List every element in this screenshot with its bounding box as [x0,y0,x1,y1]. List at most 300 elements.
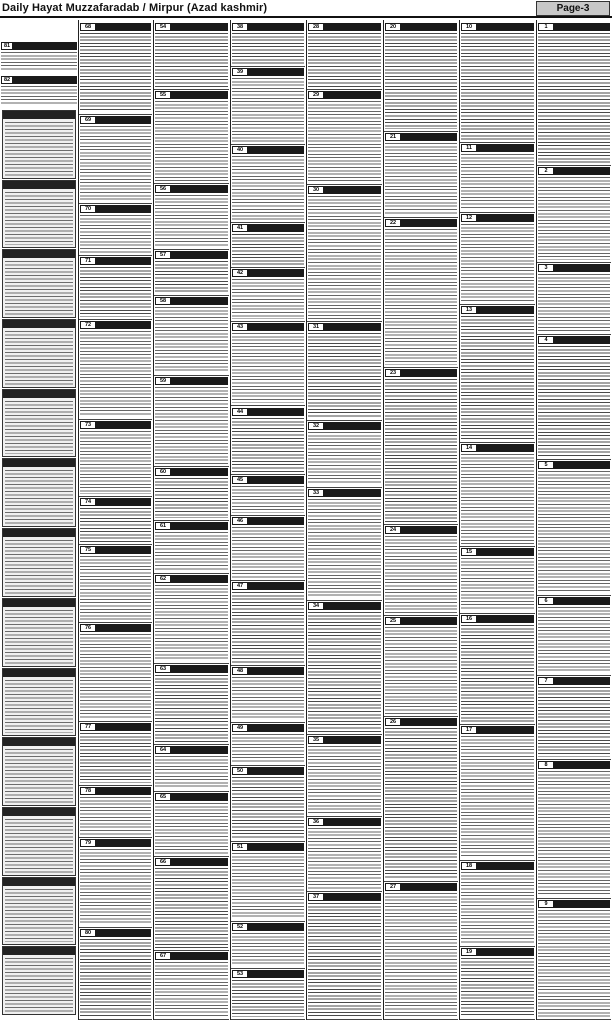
classified-ad [307,22,382,90]
ad-number: 9 [539,901,553,907]
ad-number: 46 [233,518,247,524]
classified-ad [231,969,305,1020]
ad-text-block [308,432,381,485]
classified-ad [154,296,229,376]
classified-ad [231,322,305,406]
ad-text-block [80,331,151,416]
classified-ad [231,581,305,666]
ad-header [80,205,151,213]
classified-ad [307,735,382,817]
ad-number: 78 [81,788,95,794]
ad-number: 10 [462,24,476,30]
ad-number: 44 [233,409,247,415]
notice-heading-bar [3,738,75,746]
ad-text-block [461,154,534,210]
ad-text-block [155,478,228,518]
ad-header [80,624,151,632]
ad-text-block [308,612,381,732]
ad-text-block [232,156,304,220]
ad-header [155,793,228,801]
ad-header [385,617,457,625]
ad-number: 34 [309,603,323,609]
ad-text-block [155,101,228,181]
ad-number: 65 [156,794,170,800]
masthead-rule [0,16,612,18]
classified-ad [231,842,305,923]
ad-header [385,219,457,227]
ad-text-block [80,939,151,1017]
ad-text-block [461,872,534,944]
classified-ad [460,614,535,725]
court-notice [2,110,76,179]
ad-number: 80 [81,930,95,936]
classified-ad [537,460,611,596]
classified-ad [537,596,611,676]
ad-header [155,297,228,305]
ad-text-block [80,556,151,620]
ad-header [308,893,381,901]
ad-header [538,23,610,31]
court-notice [2,598,76,667]
ad-number: 5 [539,462,553,468]
ad-header [80,498,151,506]
ad-header [232,843,304,851]
ad-number: 76 [81,625,95,631]
ad-text-block [155,261,228,294]
ad-header [80,116,151,124]
ad-number: 70 [81,206,95,212]
ad-text-block [461,224,534,303]
ad-header [80,787,151,795]
ad-text-block [1,86,77,106]
classified-ad [79,420,152,497]
ad-number: 30 [309,187,323,193]
notice-text-block [5,122,73,176]
classified-ad [231,766,305,841]
classified-ad [79,786,152,838]
ad-number: 57 [156,252,170,258]
ad-number: 60 [156,469,170,475]
ad-header [461,862,534,870]
ad-number: 32 [309,423,323,429]
ad-text-block [155,803,228,853]
ad-number: 11 [462,145,476,151]
ad-header [232,224,304,232]
classified-ad [460,547,535,614]
notice-text-block [5,261,73,315]
ad-header [232,970,304,978]
ad-number: 69 [81,117,95,123]
classified-ad [231,475,305,516]
classified-ad [79,256,152,321]
classified-ad [79,204,152,255]
ad-header [1,76,77,84]
notice-heading-bar [3,111,75,119]
ad-number: 81 [3,43,11,49]
ad-text-block [232,734,304,763]
ad-header [461,444,534,452]
ad-header [538,761,610,769]
ad-number: 6 [539,598,553,604]
ad-text-block [155,532,228,571]
ad-header [155,23,228,31]
ad-number: 38 [233,24,247,30]
ad-text-block [385,379,457,522]
ad-text-block [308,33,381,87]
classified-ad [154,792,229,856]
ad-text-block [80,634,151,719]
court-notice [2,877,76,946]
ad-number: 27 [386,884,400,890]
ad-header [232,23,304,31]
ad-text-block [538,771,610,896]
ad-text-block [80,733,151,783]
ad-header [461,144,534,152]
classified-ad [79,320,152,419]
ad-header [155,746,228,754]
ad-text-block [461,625,534,722]
ad-number: 41 [233,225,247,231]
ad-number: 29 [309,92,323,98]
classified-ad [384,132,458,218]
court-notice [2,180,76,249]
ad-text-block [232,677,304,720]
ad-text-block [385,893,457,1017]
col-6 [153,20,231,1020]
court-notice [2,249,76,318]
ad-text-block [385,728,457,878]
ad-text-block [232,933,304,966]
ad-text-block [461,316,534,440]
ad-header [232,767,304,775]
ad-text-block [232,234,304,265]
ad-number: 51 [233,844,247,850]
ad-number: 43 [233,324,247,330]
notice-heading-bar [3,390,75,398]
ad-text-block [308,101,381,182]
notice-heading-bar [3,181,75,189]
ad-header [232,146,304,154]
ad-text-block [155,756,228,789]
ad-header [308,422,381,430]
ad-text-block [385,536,457,613]
ad-header [155,575,228,583]
ad-text-block [80,508,151,542]
classified-ad [231,666,305,723]
ad-text-block [538,687,610,757]
notice-heading-bar [3,459,75,467]
ad-text-block [155,675,228,742]
ad-header [461,23,534,31]
ad-number: 21 [386,134,400,140]
classified-ad [384,525,458,616]
ad-text-block [385,627,457,714]
classified-ad [79,22,152,115]
ad-number: 24 [386,527,400,533]
ad-header [538,597,610,605]
court-notice [2,458,76,527]
court-notice [2,737,76,806]
col-4 [306,20,384,1020]
classified-ad [307,185,382,322]
classified-ad [79,722,152,786]
col-5 [230,20,307,1020]
court-notice [2,528,76,597]
ad-number: 3 [539,265,553,271]
ad-text-block [308,196,381,319]
ad-header [385,369,457,377]
ad-number: 68 [81,24,95,30]
ad-header [232,923,304,931]
ad-text-block [385,33,457,129]
ad-number: 22 [386,220,400,226]
classified-ad [460,305,535,443]
classified-ad [537,676,611,760]
ad-text-block [538,607,610,673]
ad-text-block [538,274,610,332]
ad-header [308,186,381,194]
ad-header [155,952,228,960]
ad-number: 17 [462,727,476,733]
classified-ad [307,322,382,421]
classified-ad [79,545,152,623]
ad-text-block [308,828,381,889]
ad-text-block [155,387,228,464]
ad-header [155,468,228,476]
ad-header [308,489,381,497]
ad-text-block [232,592,304,663]
notice-heading-bar [3,808,75,816]
notice-heading-bar [3,878,75,886]
newspaper-title: Daily Hayat Muzzafaradab / Mirpur (Azad kashmir) [2,2,268,14]
ad-header [155,858,228,866]
ad-number: 66 [156,859,170,865]
ad-header [155,251,228,259]
ad-text-block [80,849,151,925]
ad-header [232,68,304,76]
ad-number: 8 [539,762,553,768]
ad-number: 67 [156,953,170,959]
ad-text-block [538,346,610,457]
classified-ad [154,467,229,521]
ad-number: 42 [233,270,247,276]
classified-ad [231,516,305,581]
notice-text-block [5,958,73,1012]
ad-text-block [308,903,381,1017]
ad-header [538,900,610,908]
ad-number: 7 [539,678,553,684]
classified-ad [154,857,229,951]
notice-text-block [5,819,73,873]
ad-number: 64 [156,747,170,753]
ad-header [461,615,534,623]
ad-header [155,665,228,673]
ad-number: 77 [81,724,95,730]
ad-header [80,546,151,554]
ad-number: 55 [156,92,170,98]
ad-text-block [155,307,228,373]
ad-header [80,421,151,429]
ad-number: 52 [233,924,247,930]
ad-number: 2 [539,168,553,174]
classified-ad [231,723,305,766]
ad-number: 4 [539,337,553,343]
classified-ad [307,601,382,735]
ad-header [308,23,381,31]
ad-text-block [461,454,534,543]
ad-header [80,929,151,937]
ad-text-block [80,267,151,318]
classified-ad [460,443,535,546]
ad-number: 28 [309,24,323,30]
notice-text-block [5,192,73,246]
ad-header [461,214,534,222]
notice-text-block [5,470,73,524]
classified-ad [231,145,305,223]
classified-ad [537,760,611,899]
ad-header [232,724,304,732]
classified-ad [79,928,152,1020]
ad-number: 72 [81,322,95,328]
ad-number: 47 [233,583,247,589]
ad-header [538,336,610,344]
ad-number: 49 [233,725,247,731]
ad-header [232,323,304,331]
classified-ad [384,616,458,717]
ad-header [80,723,151,731]
ad-text-block [538,471,610,593]
classified-ad [460,143,535,213]
ad-text-block [232,980,304,1017]
ad-text-block [80,33,151,112]
ad-text-block [461,958,534,1017]
ad-text-block [538,33,610,163]
court-notice [2,389,76,458]
classified-ad [79,838,152,928]
classified-ad [537,22,611,166]
ad-header [461,726,534,734]
classified-ad [79,497,152,545]
ad-header [155,522,228,530]
ad-header [232,517,304,525]
col-3 [383,20,460,1020]
ad-text-block [232,486,304,513]
classified-ad [154,664,229,745]
ad-header [461,306,534,314]
ad-header [232,476,304,484]
ad-text-block [232,333,304,403]
classified-ad [384,368,458,525]
ad-number: 40 [233,147,247,153]
ad-header [385,883,457,891]
ad-number: 73 [81,422,95,428]
court-notice [2,319,76,388]
ad-number: 18 [462,863,476,869]
notice-heading-bar [3,669,75,677]
notice-text-block [5,540,73,594]
classified-ad [154,521,229,574]
notice-heading-bar [3,320,75,328]
ad-header [308,323,381,331]
ad-number: 58 [156,298,170,304]
ad-text-block [385,143,457,215]
court-notice [2,807,76,876]
ad-header [461,548,534,556]
ad-number: 35 [309,737,323,743]
ad-header [385,23,457,31]
ad-number: 13 [462,307,476,313]
classified-ad [154,376,229,467]
ad-text-block [308,499,381,598]
ad-text-block [155,33,228,87]
ad-number: 33 [309,490,323,496]
classified-ad [460,22,535,143]
classified-ad [231,407,305,475]
classified-ad [154,90,229,184]
ad-text-block [232,78,304,142]
ad-number: 59 [156,378,170,384]
ad-header [461,948,534,956]
notice-text-block [5,749,73,803]
ad-number: 63 [156,666,170,672]
ad-header [80,321,151,329]
notice-text-block [5,889,73,943]
ad-header [232,667,304,675]
ad-number: 82 [3,77,11,83]
classified-ad [537,263,611,335]
notice-text-block [5,680,73,734]
ad-header [232,408,304,416]
classified-ad [307,892,382,1020]
ad-header [232,582,304,590]
ad-text-block [538,910,610,1017]
col-7 [78,20,154,1020]
ad-number: 62 [156,576,170,582]
ad-number: 48 [233,668,247,674]
ad-number: 71 [81,258,95,264]
classified-ad [231,67,305,145]
ad-header [385,526,457,534]
ad-text-block [232,527,304,578]
ad-header [1,42,77,50]
ad-header [155,185,228,193]
classified-ad [231,223,305,268]
col-1 [536,20,612,1020]
masthead [0,0,612,18]
ad-header [308,91,381,99]
classified-ad [231,22,305,67]
ad-text-block [385,229,457,365]
ad-text-block [1,52,77,72]
classified-ad [537,899,611,1020]
notice-text-block [5,401,73,455]
ad-header [308,818,381,826]
ad-header [538,264,610,272]
classified-ad [384,218,458,368]
classified-ad [307,817,382,892]
page-number-label: Page-3 [536,1,610,16]
ad-number: 54 [156,24,170,30]
ad-number: 14 [462,445,476,451]
classified-ad [231,268,305,322]
ad-number: 37 [309,894,323,900]
ad-text-block [155,195,228,247]
ad-header [308,602,381,610]
classified-ad [79,623,152,722]
ad-header [232,269,304,277]
ad-header [538,677,610,685]
ad-number: 16 [462,616,476,622]
